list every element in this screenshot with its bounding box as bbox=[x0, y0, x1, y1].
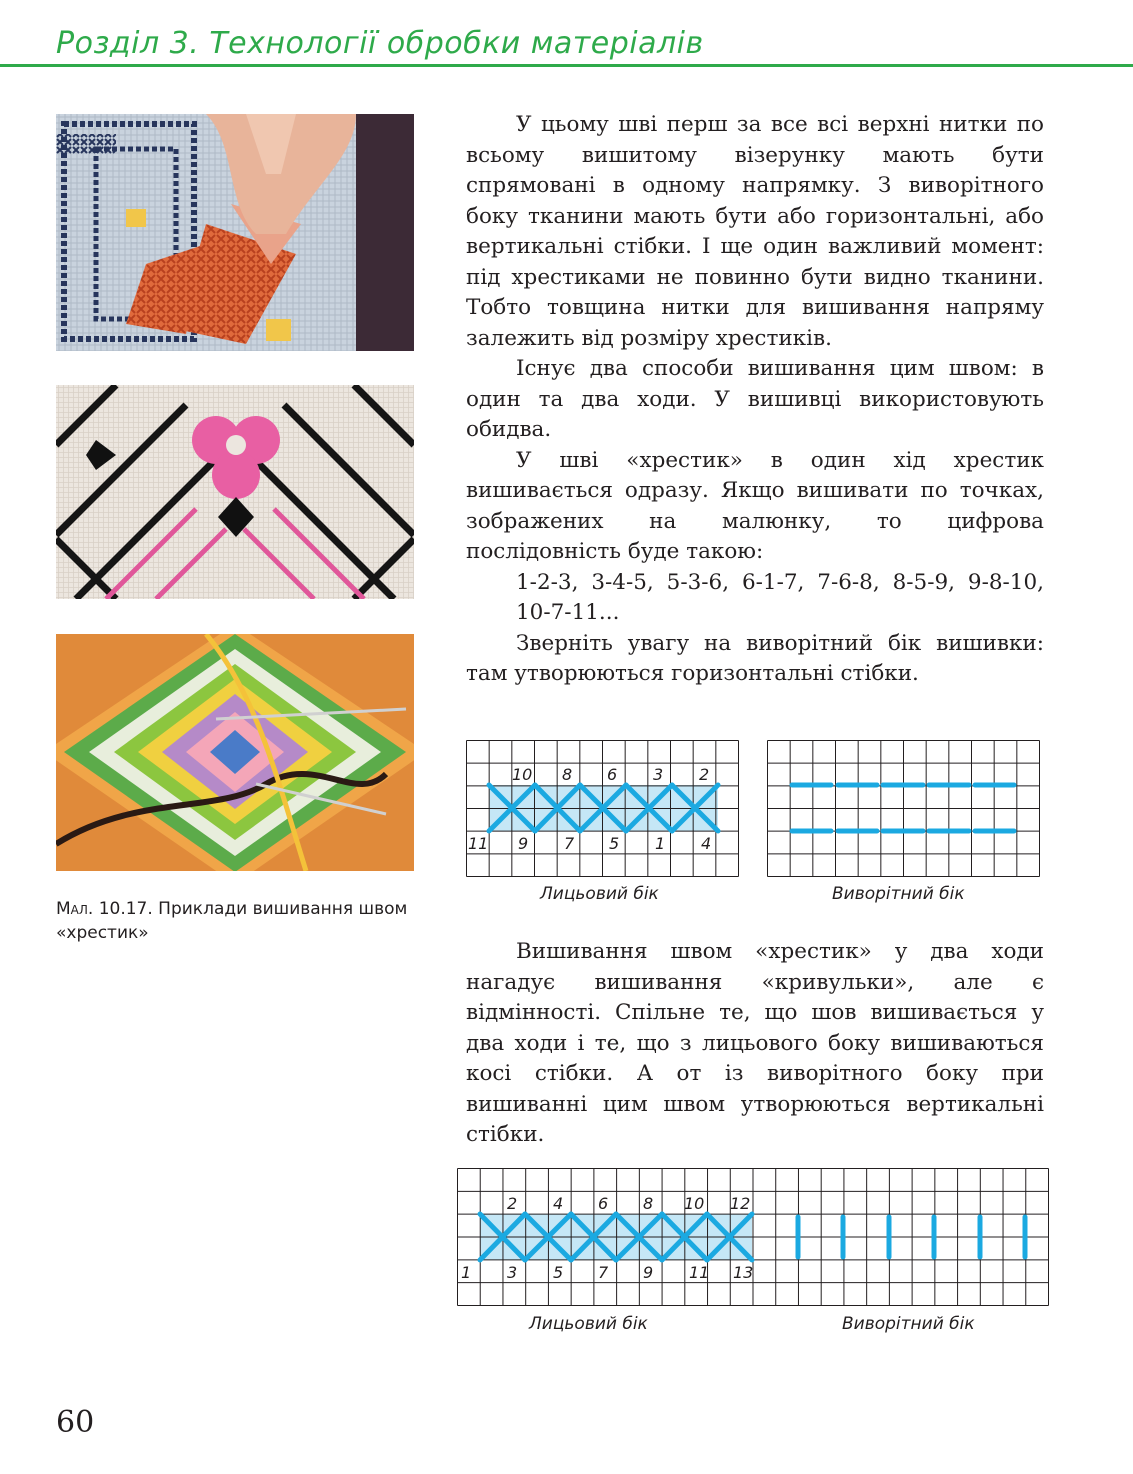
embroidery-hand-photo bbox=[56, 114, 414, 351]
grid-number: 8 bbox=[643, 1194, 654, 1213]
grid-number: 3 bbox=[653, 765, 664, 784]
grid-number: 12 bbox=[730, 1194, 751, 1213]
figure-caption-label: Мал. 10.17. bbox=[56, 899, 153, 919]
figure-caption-text: Приклади вишивання швом «хрестик» bbox=[56, 899, 408, 943]
page-header bbox=[0, 0, 1133, 70]
two-pass-back-label: Виворітний бік bbox=[842, 1314, 975, 1334]
grid-number: 7 bbox=[598, 1263, 609, 1282]
colorful-squares-needle-photo bbox=[56, 634, 414, 871]
stitch-sequence: 1-2-3, 3-4-5, 5-3-6, 6-1-7, 7-6-8, 8-5-9, 9-8-10, 10-7-11... bbox=[516, 569, 1044, 625]
grid-number: 2 bbox=[507, 1194, 518, 1213]
grid-number: 4 bbox=[701, 834, 712, 853]
grid-number: 9 bbox=[518, 834, 529, 853]
figure-caption bbox=[56, 897, 416, 945]
paragraph: Існує два способи вишивання цим швом: в один та два ходи. У вишивці використовують обидва. bbox=[466, 356, 1044, 442]
paragraph: У цьому шві перш за все всі верхні нитки по всьому вишитому візерунку мають бути спрямовані в одному напрямку. З виворітного боку тканини мають бути або горизонтальні, або вертикальні стібки. І ще один важливий момент: під хрестиками не повинно бути видно тканини. Тобто товщина нитки для вишивання напряму залежить від розміру хрестиків. bbox=[466, 112, 1044, 351]
one-pass-front-label: Лицьовий бік bbox=[540, 884, 659, 904]
pink-black-cross-stitch-photo bbox=[56, 385, 414, 599]
grid-number: 4 bbox=[553, 1194, 564, 1213]
grid-number: 8 bbox=[562, 765, 573, 784]
grid-number: 6 bbox=[598, 1194, 609, 1213]
paragraph: Вишивання швом «хрестик» у два ходи нагадує вишивання «кривульки», але є відмінності. Спільне те, що шов вишивається у два ходи і те, що з лицьового боку вишиваються косі стібки. А от із виворітного боку при вишиванні цим швом утворюються вертикальні стібки. bbox=[466, 939, 1044, 1147]
one-pass-back-diagram bbox=[767, 740, 1040, 877]
grid-number: 5 bbox=[553, 1263, 564, 1282]
body-text-block-1 bbox=[466, 110, 1044, 690]
grid-number: 13 bbox=[733, 1263, 754, 1282]
grid-number: 11 bbox=[468, 834, 489, 853]
paragraph: У шві «хрестик» в один хід хрестик вишивається одразу. Якщо вишивати по точках, зображених на малюнку, то цифрова послідовність буде такою: bbox=[466, 447, 1044, 564]
grid-number: 1 bbox=[655, 834, 666, 853]
grid-number: 11 bbox=[689, 1263, 710, 1282]
grid-number: 10 bbox=[684, 1194, 705, 1213]
two-pass-front-label: Лицьовий бік bbox=[529, 1314, 648, 1334]
header-rule bbox=[0, 64, 1133, 67]
grid-number: 2 bbox=[699, 765, 710, 784]
paragraph: Зверніть увагу на виворітний бік вишивки: там утворюються горизонтальні стібки. bbox=[466, 630, 1044, 686]
grid-number: 7 bbox=[564, 834, 575, 853]
grid-number: 10 bbox=[512, 765, 533, 784]
grid-number: 1 bbox=[461, 1263, 472, 1282]
two-pass-diagram bbox=[457, 1168, 1049, 1306]
one-pass-front-diagram bbox=[466, 740, 739, 877]
page-number: 60 bbox=[56, 1405, 95, 1440]
grid-number: 3 bbox=[507, 1263, 518, 1282]
body-text-block-2 bbox=[466, 937, 1044, 1151]
grid-number: 5 bbox=[609, 834, 620, 853]
one-pass-back-label: Виворітний бік bbox=[832, 884, 965, 904]
grid-number: 6 bbox=[607, 765, 618, 784]
chapter-title: Розділ 3. Технології обробки матеріалів bbox=[56, 26, 704, 61]
grid-number: 9 bbox=[643, 1263, 654, 1282]
